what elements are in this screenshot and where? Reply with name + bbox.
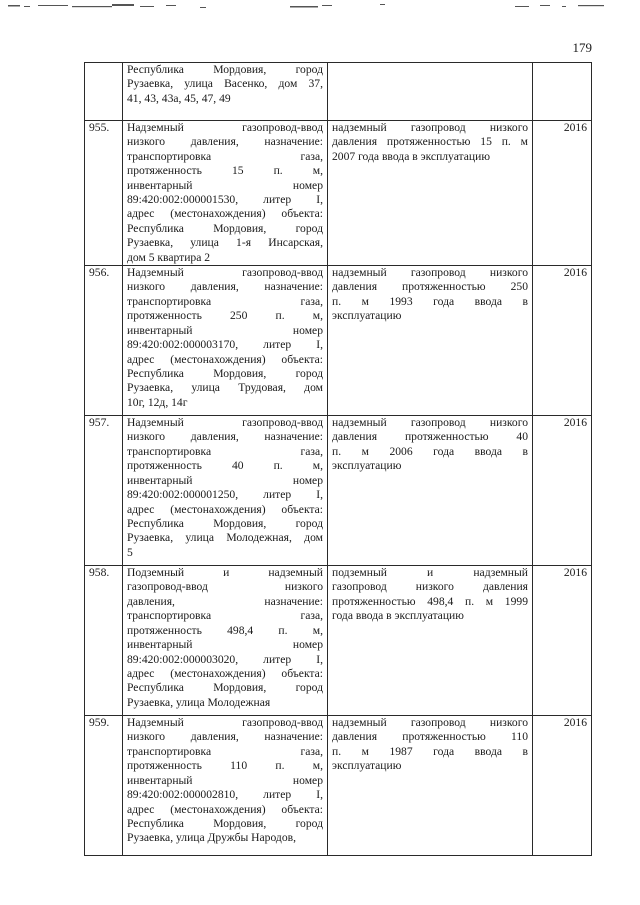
- object-cell-line: Республика Мордовия, город: [127, 516, 323, 530]
- object-cell-line: Подземный и надземный: [127, 566, 323, 580]
- description-cell-line: эксплуатацию: [332, 309, 402, 323]
- object-cell-line: 5: [127, 545, 133, 559]
- object-cell-line: инвентарный номер: [127, 638, 323, 652]
- description-cell: [328, 63, 533, 121]
- object-cell-line: 89:420:002:000001530, литер I,: [127, 193, 323, 207]
- description-cell-line: подземный и надземный: [332, 566, 528, 580]
- object-cell-line: Надземный газопровод-ввод: [127, 266, 323, 280]
- object-cell-line: 89:420:002:000002810, литер I,: [127, 788, 323, 802]
- property-register-table: [84, 62, 592, 856]
- description-cell-line: надземный газопровод низкого: [332, 266, 528, 280]
- description-cell-line: давления протяженностью 250: [332, 280, 528, 294]
- object-cell-line: Республика Мордовия, город: [127, 221, 323, 235]
- year-cell: 2016: [533, 566, 592, 716]
- description-cell-line: надземный газопровод низкого: [332, 121, 528, 134]
- object-cell-line: адрес (местонахождения) объекта:: [127, 502, 323, 516]
- object-cell-line: 10г, 12д, 14г: [127, 395, 188, 409]
- object-cell-line: инвентарный номер: [127, 773, 323, 787]
- description-cell-line: газопровод низкого давления: [332, 580, 528, 594]
- object-cell-line: низкого давления, назначение:: [127, 430, 323, 444]
- object-cell-line: адрес (местонахождения) объекта:: [127, 802, 323, 816]
- row-number: 958.: [85, 566, 123, 716]
- object-cell: [123, 416, 328, 566]
- object-cell-line: низкого давления, назначение:: [127, 730, 323, 744]
- object-cell-line: дом 5 квартира 2: [127, 250, 211, 264]
- table-row: [85, 716, 592, 856]
- description-cell-line: п. м 2006 года ввода в: [332, 444, 528, 458]
- description-cell: [328, 416, 533, 566]
- description-cell-line: надземный газопровод низкого: [332, 416, 528, 430]
- object-cell-line: Республика Мордовия, город: [127, 366, 323, 380]
- description-cell-line: эксплуатацию: [332, 759, 402, 773]
- object-cell-line: транспортировка газа,: [127, 609, 323, 623]
- object-cell-line: транспортировка газа,: [127, 294, 323, 308]
- object-cell-line: газопровод-ввод низкого: [127, 580, 323, 594]
- register-body: [85, 63, 592, 856]
- object-cell-line: Надземный газопровод-ввод: [127, 716, 323, 730]
- description-cell-line: п. м 1993 года ввода в: [332, 294, 528, 308]
- description-cell-line: надземный газопровод низкого: [332, 716, 528, 730]
- description-cell: [328, 566, 533, 716]
- object-cell-line: адрес (местонахождения) объекта:: [127, 352, 323, 366]
- object-cell: [123, 716, 328, 856]
- row-number: [85, 63, 123, 121]
- description-cell-line: давления протяженностью 40: [332, 430, 528, 444]
- object-cell-line: Рузаевка, улица Васенко, дом 37,: [127, 77, 323, 91]
- object-cell-line: протяженность 250 п. м,: [127, 309, 323, 323]
- object-cell-line: Рузаевка, улица Дружбы Народов,: [127, 831, 297, 845]
- object-cell-line: протяженность 498,4 п. м,: [127, 623, 323, 637]
- description-cell: [328, 716, 533, 856]
- row-number: 957.: [85, 416, 123, 566]
- object-cell-line: транспортировка газа,: [127, 744, 323, 758]
- year-cell: 2016: [533, 266, 592, 416]
- table-row: [85, 266, 592, 416]
- description-cell-line: давления протяженностью 15 п. м: [332, 135, 528, 149]
- object-cell: [123, 566, 328, 716]
- object-cell-line: адрес (местонахождения) объекта:: [127, 666, 323, 680]
- object-cell-line: транспортировка газа,: [127, 444, 323, 458]
- object-cell-line: адрес (местонахождения) объекта:: [127, 207, 323, 221]
- object-cell-line: инвентарный номер: [127, 178, 323, 192]
- object-cell-line: Рузаевка, улица Трудовая, дом: [127, 381, 323, 395]
- object-cell-line: инвентарный номер: [127, 473, 323, 487]
- object-cell-line: Надземный газопровод-ввод: [127, 121, 323, 134]
- year-cell: 2016: [533, 121, 592, 266]
- object-cell-line: 41, 43, 43а, 45, 47, 49: [127, 91, 231, 105]
- object-cell-line: инвентарный номер: [127, 323, 323, 337]
- object-cell-line: низкого давления, назначение:: [127, 280, 323, 294]
- object-cell: [123, 63, 328, 121]
- object-cell-line: Надземный газопровод-ввод: [127, 416, 323, 430]
- description-cell: [328, 121, 533, 266]
- table-row: [85, 63, 592, 121]
- object-cell-line: протяженность 15 п. м,: [127, 164, 323, 178]
- object-cell-line: 89:420:002:000003020, литер I,: [127, 652, 323, 666]
- table-row: [85, 416, 592, 566]
- row-number: 955.: [85, 121, 123, 266]
- description-cell-line: п. м 1987 года ввода в: [332, 744, 528, 758]
- scan-artifact-strip: [0, 0, 640, 14]
- description-cell-line: года ввода в эксплуатацию: [332, 609, 464, 623]
- object-cell-line: протяженность 40 п. м,: [127, 459, 323, 473]
- table-row: [85, 566, 592, 716]
- year-cell: 2016: [533, 716, 592, 856]
- object-cell-line: Республика Мордовия, город: [127, 816, 323, 830]
- object-cell-line: 89:420:002:000003170, литер I,: [127, 338, 323, 352]
- object-cell-line: Республика Мордовия, город: [127, 63, 323, 76]
- year-cell: 2016: [533, 416, 592, 566]
- description-cell-line: эксплуатацию: [332, 459, 402, 473]
- year-cell: [533, 63, 592, 121]
- table-row: [85, 121, 592, 266]
- page-number: 179: [572, 40, 592, 55]
- object-cell-line: транспортировка газа,: [127, 149, 323, 163]
- object-cell-line: Рузаевка, улица Молодежная: [127, 695, 271, 709]
- row-number: 956.: [85, 266, 123, 416]
- description-cell-line: протяженностью 498,4 п. м 1999: [332, 594, 528, 608]
- object-cell: [123, 121, 328, 266]
- description-cell: [328, 266, 533, 416]
- description-cell-line: 2007 года ввода в эксплуатацию: [332, 149, 490, 163]
- object-cell-line: 89:420:002:000001250, литер I,: [127, 488, 323, 502]
- object-cell-line: низкого давления, назначение:: [127, 135, 323, 149]
- description-cell-line: давления протяженностью 110: [332, 730, 528, 744]
- object-cell-line: давления, назначение:: [127, 594, 323, 608]
- object-cell-line: Рузаевка, улица Молодежная, дом: [127, 531, 323, 545]
- row-number: 959.: [85, 716, 123, 856]
- object-cell-line: протяженность 110 п. м,: [127, 759, 323, 773]
- object-cell-line: Республика Мордовия, город: [127, 681, 323, 695]
- object-cell: [123, 266, 328, 416]
- object-cell-line: Рузаевка, улица 1-я Инсарская,: [127, 236, 323, 250]
